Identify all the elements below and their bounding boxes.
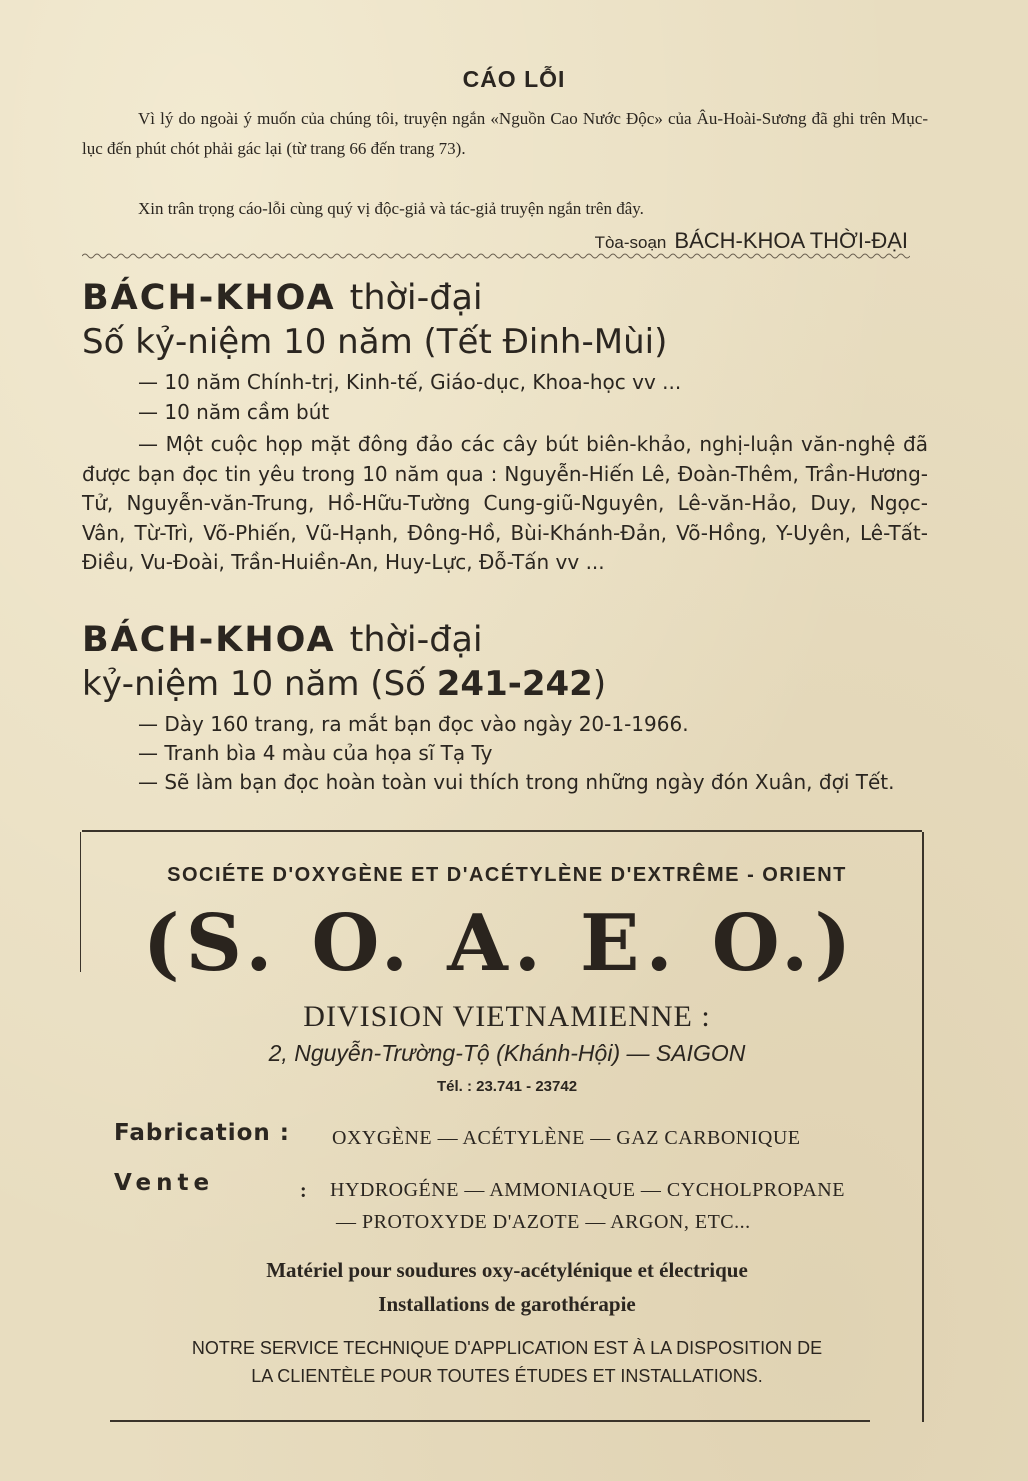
anniversary-bullet: — 10 năm Chính-trị, Kinh-tế, Giáo-dục, Khoa-học vv ...	[138, 370, 682, 394]
company-address: 2, Nguyễn-Trường-Tộ (Khánh-Hội) — SAIGON	[268, 1040, 746, 1066]
notice-paragraph-1: Vì lý do ngoài ý muốn của chúng tôi, truyện ngắn «Nguồn Cao Nước Độc» của Âu-Hoài-Sương đã ghi trên Mục-lục đến phút chót phải gác lại (từ trang 66 đến trang 73).	[82, 109, 928, 158]
vente-products-line-1: HYDROGÉNE — AMMONIAQUE — CYCHOLPROPANE	[330, 1179, 845, 1201]
ad-box-top-rule	[82, 830, 922, 832]
issue-suffix: )	[592, 664, 607, 704]
division-title: DIVISION VIETNAMIENNE :	[303, 1000, 711, 1033]
anniversary-brand-line	[82, 278, 483, 318]
issue-brand-line	[82, 620, 483, 660]
company-logo	[130, 898, 870, 994]
vente-colon: :	[300, 1180, 307, 1202]
brand-name: BÁCH-KHOA	[82, 278, 336, 318]
company-phone: Tél. : 23.741 - 23742	[436, 1078, 578, 1095]
vente-label: Vente	[114, 1170, 215, 1196]
signature-name: BÁCH-KHOA THỜI-ĐẠI	[674, 228, 908, 253]
issue-bullet: — Dày 160 trang, ra mắt bạn đọc vào ngày 20-1-1966.	[138, 712, 689, 736]
brand-suffix: thời-đại	[349, 620, 483, 660]
ad-box-right-rule	[922, 832, 924, 1422]
service-line-1: NOTRE SERVICE TECHNIQUE D'APPLICATION EST À LA DISPOSITION DE	[191, 1338, 823, 1358]
materiel-line: Matériel pour soudures oxy-acétylénique et électrique	[266, 1258, 748, 1282]
issue-number: 241-242	[436, 664, 593, 704]
company-name: SOCIÉTE D'OXYGÈNE ET D'ACÉTYLÈNE D'EXTRÊME - ORIENT	[167, 864, 847, 886]
issue-title	[82, 664, 606, 704]
brand-name: BÁCH-KHOA	[82, 620, 336, 660]
brand-suffix: thời-đại	[349, 278, 483, 318]
anniversary-bullet-authors: — Một cuộc họp mặt đông đảo các cây bút biên-khảo, nghị-luận văn-nghệ đã được bạn đọc tin yêu trong 10 năm qua : Nguyễn-Hiến Lê, Đoàn-Thêm, Trần-Hương-Tử, Nguyễn-văn-Trung, Hồ-Hữu-Tường Cung-giũ-Nguyên, Lê-văn-Hảo, Duy, Ngọc-Vân, Từ-Trì, Võ-Phiến, Vũ-Hạnh, Đông-Hồ, Bùi-Khánh-Đản, Võ-Hồng, Y-Uyên, Lê-Tất-Điều, Vu-Đoài, Trần-Huiền-An, Huy-Lực, Đỗ-Tấn vv ...	[82, 432, 928, 574]
issue-bullet: — Tranh bìa 4 màu của họa sĩ Tạ Ty	[138, 741, 493, 765]
signature-prefix: Tòa-soạn	[594, 233, 667, 252]
issue-prefix: kỷ-niệm 10 năm (Số	[82, 664, 426, 704]
notice-paragraph-2: Xin trân trọng cáo-lỗi cùng quý vị độc-giả và tác-giả truyện ngắn trên đây.	[138, 199, 644, 218]
logo-text: (S. O. A. E. O.)	[142, 898, 858, 989]
ad-box-bottom-rule	[110, 1420, 870, 1422]
anniversary-issue-title: Số kỷ-niệm 10 năm (Tết Đinh-Mùi)	[82, 322, 668, 362]
wavy-divider	[82, 250, 910, 262]
fabrication-products: OXYGÈNE — ACÉTYLÈNE — GAZ CARBONIQUE	[332, 1127, 801, 1149]
anniversary-bullet: — 10 năm cầm bút	[138, 400, 330, 424]
issue-bullet: — Sẽ làm bạn đọc hoàn toàn vui thích trong những ngày đón Xuân, đợi Tết.	[138, 770, 895, 794]
notice-title: CÁO LỖI	[462, 66, 566, 92]
fabrication-label: Fabrication :	[114, 1120, 290, 1146]
ad-box-left-rule	[80, 832, 81, 972]
vente-products-line-2: — PROTOXYDE D'AZOTE — ARGON, ETC...	[336, 1211, 751, 1233]
service-line-2: LA CLIENTÈLE POUR TOUTES ÉTUDES ET INSTALLATIONS.	[251, 1366, 763, 1386]
installations-line: Installations de garothérapie	[378, 1292, 636, 1316]
